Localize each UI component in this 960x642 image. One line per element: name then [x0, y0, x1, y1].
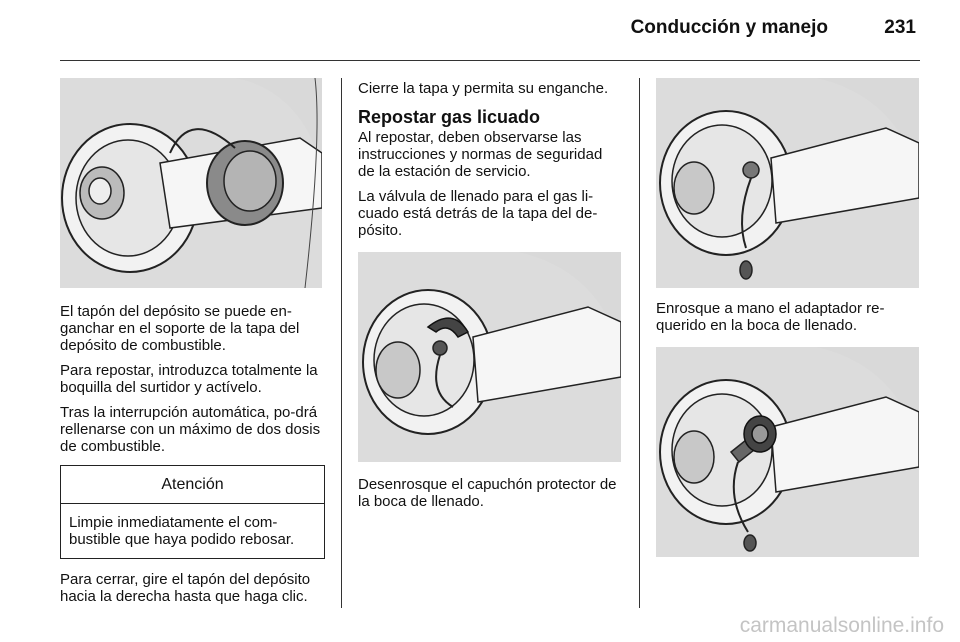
column-divider-1: [341, 78, 342, 608]
column-2-text-bottom: [358, 476, 623, 518]
paragraph: Cierre la tapa y permita su enganche.: [358, 80, 609, 97]
column-divider-2: [639, 78, 640, 608]
paragraph: El tapón del depósito se puede en-ganchar en el soporte de la tapa del depósito de combustible.: [60, 303, 300, 354]
fuel-cap-illustration: [60, 78, 322, 288]
lpg-valve-cap-illustration: [358, 252, 621, 462]
page-number: 231: [884, 17, 916, 38]
notice-body: Limpie inmediatamente el com-bustible que haya podido rebosar.: [69, 514, 295, 548]
column-3-text: [656, 300, 921, 342]
section-title: Conducción y manejo: [630, 17, 828, 38]
paragraph: Tras la interrupción automática, po-drá rellenarse con un máximo de dos dosis de combustible.: [60, 404, 321, 455]
column-1-text: [60, 303, 325, 613]
notice-title: Atención: [61, 466, 324, 504]
figure-caption: Desenrosque el capuchón protector de la boca de llenado.: [358, 476, 617, 510]
paragraph: La válvula de llenado para el gas li-cuado está detrás de la tapa del de-pósito.: [358, 188, 598, 239]
paragraph: Para cerrar, gire el tapón del depósito hacia la derecha hasta que haga clic.: [60, 571, 311, 605]
adapter-mounted-illustration: [656, 347, 919, 557]
header-rule: [60, 60, 920, 61]
attention-notice: [60, 465, 325, 559]
section-heading: Repostar gas licuado: [358, 107, 541, 127]
column-2-text-top: [358, 80, 623, 247]
paragraph: Al repostar, deben observarse las instrucciones y normas de seguridad de la estación de servicio.: [358, 129, 603, 180]
figure-caption: Enrosque a mano el adaptador re-querido en la boca de llenado.: [656, 300, 885, 334]
page-header: [60, 0, 920, 60]
paragraph: Para repostar, introduzca totalmente la boquilla del surtidor y actívelo.: [60, 362, 318, 396]
watermark: carmanualsonline.info: [739, 614, 944, 637]
adapter-illustration: [656, 78, 919, 288]
